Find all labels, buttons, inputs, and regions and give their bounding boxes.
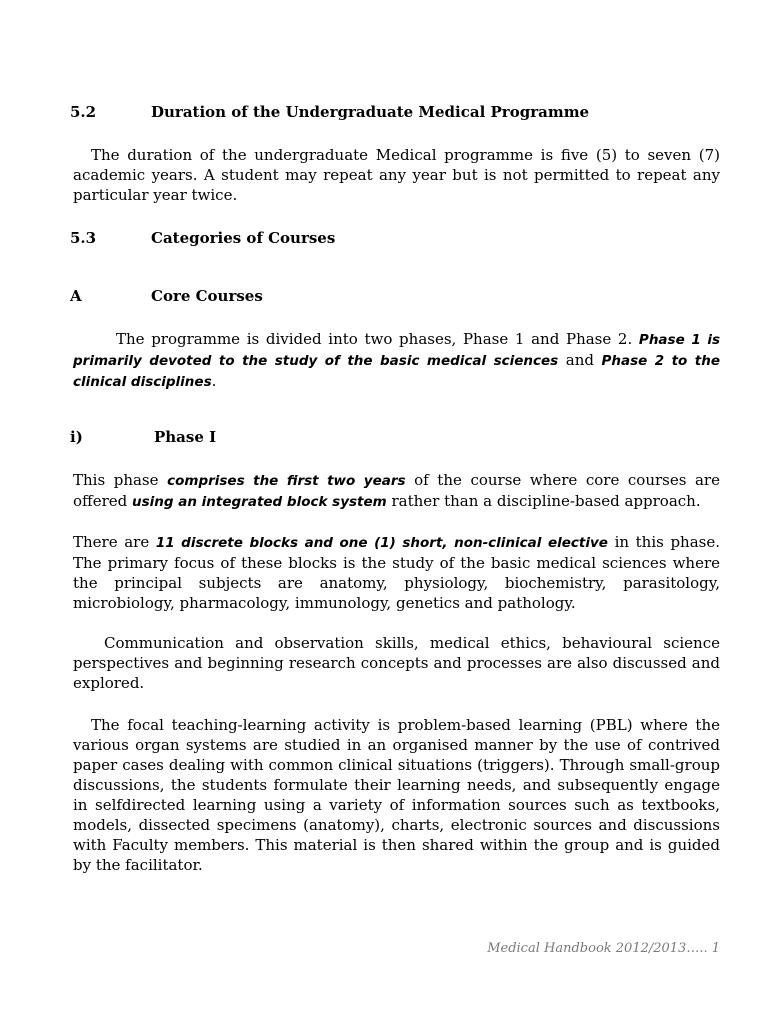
blocks-text-1: There are: [73, 533, 150, 551]
section-title: Categories of Courses: [151, 229, 336, 247]
section-title: Duration of the Undergraduate Medical Programme: [151, 103, 590, 121]
communication-paragraph: Communication and observation skills, medical ethics, behavioural science perspectives and beginning research concepts and processes are also discussed and explored.: [73, 634, 720, 692]
subsection-numeral: i): [70, 428, 83, 446]
core-text-1: The programme is divided into two phases, Phase 1 and Phase 2.: [116, 330, 633, 348]
core-emphasis-2: Phase 2 to the clinical disciplines: [73, 353, 720, 390]
blocks-text-2: in this phase. The primary focus of these blocks is the study of the basic medical sciences where the principal subjects are anatomy, physiology, biochemistry, parasitology, microbiology, pharmacology, immunology, genetics and pathology.: [73, 533, 720, 612]
duration-paragraph: The duration of the undergraduate Medical programme is five (5) to seven (7) academic years. A student may repeat any year but is not permitted to repeat any particular year twice.: [73, 146, 720, 204]
phase1-emphasis-1: comprises the first two years: [167, 473, 406, 489]
phase1-text-1: This phase: [73, 471, 159, 489]
blocks-emphasis: 11 discrete blocks and one (1) short, non-clinical elective: [155, 535, 608, 551]
subsection-title: Phase I: [154, 428, 217, 446]
pbl-paragraph: The focal teaching-learning activity is problem-based learning (PBL) where the various organ systems are studied in an organised manner by the use of contrived paper cases dealing with common clinical situations (triggers). Through small-group discussions, the students formulate their learning needs, and subsequently engage in selfdirected learning using a variety of information sources such as textbooks, models, dissected specimens (anatomy), charts, electronic sources and discussions with Faculty members. This material is then shared within the group and is guided by the facilitator.: [73, 716, 720, 874]
page-footer: Medical Handbook 2012/2013….. 1: [487, 941, 720, 956]
core-text-3: .: [211, 372, 217, 390]
phase1-text-2: of the course where core courses are offered: [73, 471, 720, 510]
core-text-2: and: [565, 351, 594, 369]
core-emphasis-1: Phase 1 is primarily devoted to the study of the basic medical sciences: [73, 332, 720, 369]
subsection-title: Core Courses: [151, 287, 263, 305]
phase1-emphasis-2: using an integrated block system: [132, 494, 387, 510]
section-number: 5.3: [70, 229, 97, 247]
phase1-paragraph: [73, 470, 720, 512]
core-courses-paragraph: [73, 329, 720, 392]
phase1-text-3: rather than a discipline-based approach.: [391, 492, 701, 510]
blocks-paragraph: [73, 532, 720, 613]
subsection-letter: A: [70, 287, 82, 305]
section-number: 5.2: [70, 103, 97, 121]
